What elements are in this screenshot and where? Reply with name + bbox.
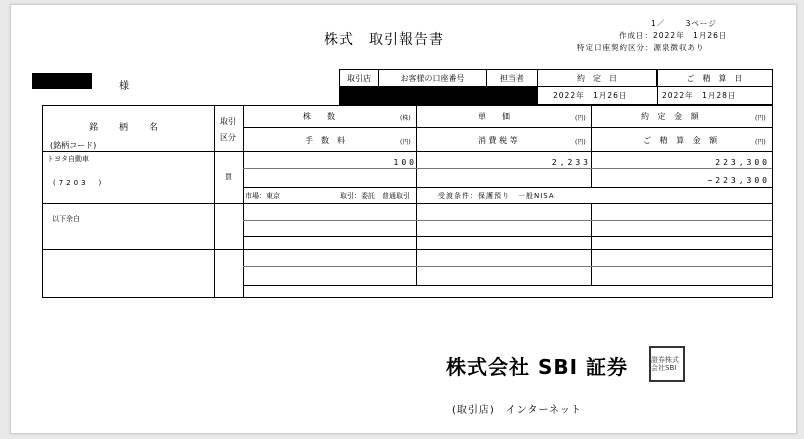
contract-amount-header: 約 定 金 額 — [641, 112, 702, 121]
account-type: 特定口座契約区分：源泉徴収あり — [577, 43, 705, 52]
shares-header: 株 数 — [303, 112, 335, 121]
trade-kind-info: 取引：委託 普通取引 — [340, 192, 410, 200]
issue-name-header: 銘 柄 名 — [89, 123, 165, 133]
header-table — [339, 69, 773, 105]
delivery-info: 受渡条件：保護預り 一般NISA — [438, 192, 555, 200]
account-number-label: お客様の口座番号 — [379, 70, 487, 86]
issue-code-header: (銘柄コード) — [50, 141, 97, 150]
settle-date: 2022年 1月28日 — [662, 90, 737, 100]
settle-amount-header: ご 精 算 金 額 — [643, 136, 721, 145]
trade-date: 2022年 1月26日 — [553, 90, 628, 100]
honorific: 様 — [119, 81, 129, 92]
unit-price-value: 2,233 — [551, 158, 591, 167]
shares-unit: (株) — [400, 115, 411, 122]
tax-unit: (円) — [575, 139, 586, 146]
document-title: 株式 取引報告書 — [324, 32, 444, 48]
branch-label: 取引店 — [340, 70, 379, 86]
contract-amount-value: 223,300 — [715, 158, 770, 167]
trade-report-page — [10, 4, 797, 434]
company-name: 株式会社 SBI 証券 — [446, 355, 629, 379]
market-info: 市場：東京 — [245, 192, 280, 200]
unit-price-header: 単 価 — [478, 112, 510, 121]
issue-code: (7203 ) — [53, 179, 105, 187]
issue-name: トヨタ自動車 — [47, 155, 89, 163]
company-seal: 證券株式会社SBI — [649, 346, 685, 382]
settle-date-label: ご 精 算 日 — [686, 73, 743, 83]
remainder-note: 以下余白 — [52, 215, 80, 223]
redacted-account-info — [340, 86, 538, 104]
fee-unit: (円) — [400, 139, 411, 146]
page-info: 1／ 3ページ — [651, 19, 717, 28]
trade-table — [42, 105, 773, 298]
settle-amount-unit: (円) — [755, 139, 766, 146]
trade-type-header-2: 区分 — [220, 133, 236, 142]
branch-name: (取引店) インターネット — [452, 405, 582, 416]
trade-type-header-1: 取引 — [220, 117, 236, 126]
trade-date-label: 約 定 日 — [538, 70, 657, 86]
fee-header: 手 数 料 — [305, 136, 345, 145]
settle-amount-value: −223,300 — [707, 176, 770, 185]
trade-type: 買 — [225, 173, 232, 181]
unit-price-unit: (円) — [575, 115, 586, 122]
staff-label: 担当者 — [487, 70, 538, 86]
shares-value: 100 — [393, 158, 417, 167]
created-date: 作成日：2022年 1月26日 — [619, 31, 728, 40]
tax-header: 消 費 税 等 — [478, 136, 518, 145]
contract-amount-unit: (円) — [755, 115, 766, 122]
redacted-customer-name — [32, 73, 92, 89]
